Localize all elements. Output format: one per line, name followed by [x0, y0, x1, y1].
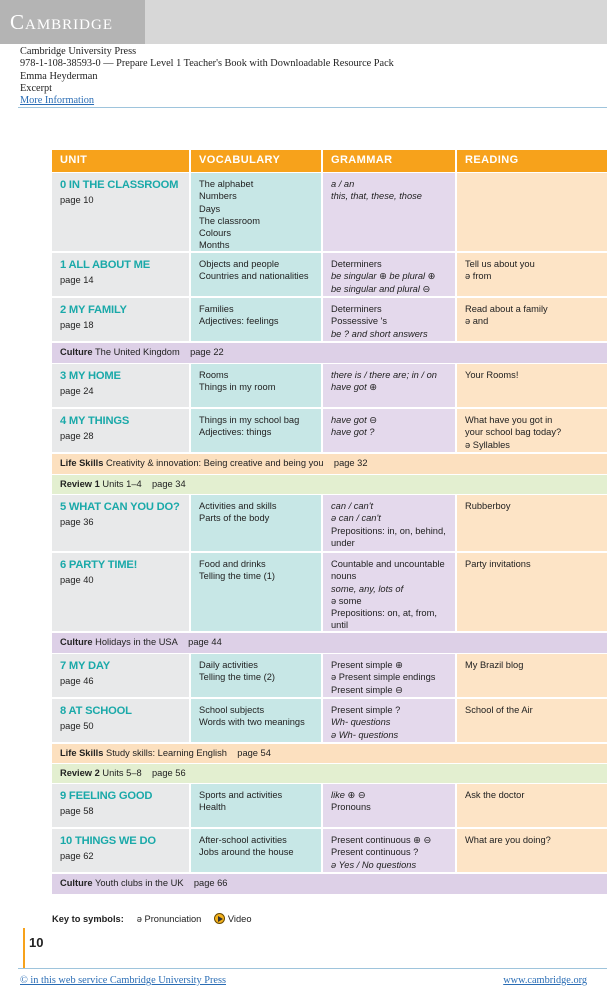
grammar-line: there is / there are; in / on: [331, 370, 437, 380]
unit-page: page 50: [60, 721, 94, 731]
vocab-line: Food and drinks: [199, 559, 266, 569]
unit-cell: [52, 829, 189, 872]
reading-line: Your Rooms!: [465, 370, 519, 380]
section-band: [52, 764, 607, 783]
reading-line: ə Syllables: [465, 439, 510, 450]
grammar-line: ə Wh- questions: [331, 729, 399, 740]
grammar-cell: [323, 495, 455, 551]
book-metadata: [20, 46, 394, 107]
band-text: Holidays in the USA: [95, 637, 178, 647]
section-band: [52, 343, 607, 363]
reading-line: Ask the doctor: [465, 790, 525, 800]
grammar-cell: [323, 654, 455, 697]
grammar-line: Wh- questions: [331, 717, 391, 728]
vocab-cell: [191, 784, 321, 827]
column-header-reading: READING: [457, 150, 607, 172]
band-label: Culture: [60, 347, 93, 357]
unit-page: page 58: [60, 806, 94, 816]
column-header-vocabulary: VOCABULARY: [191, 150, 321, 172]
vocab-line: Things in my room: [199, 382, 276, 393]
unit-page: page 28: [60, 431, 94, 441]
vocab-line: Adjectives: feelings: [199, 316, 279, 327]
cambridge-logo: Cambridge: [10, 10, 114, 34]
grammar-cell: [323, 298, 455, 341]
footer-divider: [18, 968, 607, 969]
vocab-line: Days: [199, 203, 221, 214]
grammar-line: like ⊕ ⊖: [331, 790, 366, 800]
section-band: [52, 633, 607, 653]
unit-page: page 46: [60, 676, 94, 686]
band-text: Study skills: Learning English: [106, 748, 227, 758]
grammar-line: Present simple ⊕: [331, 660, 403, 670]
grammar-line: be singular ⊕ be plural ⊕: [331, 271, 436, 282]
band-page: page 22: [190, 347, 224, 357]
band-page: page 32: [333, 458, 368, 468]
grammar-line: Present simple ?: [331, 705, 401, 715]
video-icon: [214, 913, 225, 924]
vocab-line: Families: [199, 304, 234, 314]
section-band: [52, 744, 607, 763]
unit-page: page 24: [60, 386, 94, 396]
grammar-line: Prepositions: on, at, from,: [331, 608, 437, 619]
unit-title: 2 MY FAMILY: [60, 304, 127, 316]
isbn-line: 978-1-108-38593-0 — Prepare Level 1 Teacher's Book with Downloadable Resource Pack: [20, 58, 394, 70]
grammar-line: Possessive 's: [331, 316, 388, 327]
vocab-line: The classroom: [199, 215, 260, 226]
excerpt-label: Excerpt: [20, 82, 53, 94]
band-text: Units 1–4: [102, 479, 142, 489]
reading-line: What have you got in: [465, 415, 553, 425]
unit-title: 4 MY THINGS: [60, 415, 130, 427]
unit-title: 1 ALL ABOUT ME: [60, 259, 151, 271]
grammar-line: Determiners: [331, 304, 382, 314]
reading-line: ə from: [465, 271, 492, 282]
grammar-line: nouns: [331, 571, 357, 582]
vocab-line: Sports and activities: [199, 790, 283, 800]
grammar-line: Present simple ⊖: [331, 684, 403, 695]
grammar-line: ə Yes / No questions: [331, 859, 417, 870]
reading-cell: [457, 495, 607, 551]
band-text: Units 5–8: [102, 768, 142, 778]
grammar-line: Determiners: [331, 259, 382, 269]
reading-cell: [457, 784, 607, 827]
grammar-line: ə Present simple endings: [331, 672, 436, 683]
band-page: page 54: [237, 748, 271, 758]
unit-cell: [52, 784, 189, 827]
vocab-cell: [191, 364, 321, 407]
unit-page: page 62: [60, 851, 94, 861]
header-divider: [18, 107, 607, 108]
reading-cell: [457, 173, 607, 251]
grammar-line: have got ⊖: [331, 415, 378, 425]
vocab-line: The alphabet: [199, 179, 254, 189]
key-pronunciation: Pronunciation: [144, 914, 202, 924]
reading-cell: [457, 553, 607, 631]
reading-cell: [457, 409, 607, 452]
band-label: Review 2: [60, 768, 100, 778]
vocab-line: Rooms: [199, 370, 229, 380]
page-number: 10: [29, 935, 44, 950]
grammar-line: be ? and short answers: [331, 328, 428, 339]
vocab-line: Daily activities: [199, 660, 258, 670]
vocab-line: Telling the time (2): [199, 672, 275, 683]
grammar-cell: [323, 784, 455, 827]
unit-cell: [52, 173, 189, 251]
band-page: page 66: [193, 878, 228, 888]
column-header-unit: UNIT: [52, 150, 189, 172]
publisher: Cambridge University Press: [20, 46, 137, 57]
unit-cell: [52, 253, 189, 296]
band-text: Youth clubs in the UK: [94, 878, 184, 888]
grammar-line: Countable and uncountable: [331, 559, 445, 569]
reading-line: What are you doing?: [465, 835, 551, 845]
vocab-line: School subjects: [199, 705, 265, 715]
unit-page: page 14: [60, 275, 94, 285]
band-page: page 44: [188, 637, 222, 647]
grammar-cell: [323, 364, 455, 407]
reading-line: your school bag today?: [465, 427, 562, 438]
band-label: Culture: [60, 637, 93, 647]
grammar-line: Pronouns: [331, 802, 371, 813]
page-number-bar: [23, 928, 25, 968]
unit-title: 10 THINGS WE DO: [60, 835, 156, 847]
reading-line: My Brazil blog: [465, 660, 524, 670]
author: Emma Heyderman: [20, 70, 98, 82]
vocab-cell: [191, 495, 321, 551]
unit-title: 0 IN THE CLASSROOM: [60, 179, 179, 191]
unit-title: 9 FEELING GOOD: [60, 790, 153, 802]
vocab-cell: [191, 173, 321, 251]
grammar-line: can / can't: [331, 501, 374, 511]
unit-page: page 36: [60, 517, 94, 527]
grammar-line: a / an: [331, 179, 355, 189]
vocab-line: Parts of the body: [199, 513, 270, 524]
grammar-line: some, any, lots of: [331, 583, 404, 594]
unit-cell: [52, 495, 189, 551]
unit-page: page 40: [60, 575, 94, 585]
grammar-line: be singular and plural ⊖: [331, 283, 431, 294]
grammar-line: until: [331, 620, 349, 631]
vocab-cell: [191, 298, 321, 341]
unit-cell: [52, 298, 189, 341]
section-band: [52, 454, 607, 474]
grammar-line: under: [331, 537, 355, 548]
grammar-cell: [323, 829, 455, 872]
reading-cell: [457, 298, 607, 341]
reading-line: Read about a family: [465, 304, 548, 314]
vocab-cell: [191, 654, 321, 697]
vocab-line: Numbers: [199, 191, 237, 202]
band-label: Life Skills: [60, 458, 104, 468]
grammar-line: Present continuous ⊕ ⊖: [331, 835, 432, 845]
column-header-grammar: GRAMMAR: [323, 150, 455, 172]
reading-line: ə and: [465, 316, 489, 327]
unit-page: page 18: [60, 320, 94, 330]
key-video: Video: [227, 914, 252, 924]
header-banner: [0, 0, 145, 44]
unit-title: 6 PARTY TIME!: [60, 559, 138, 571]
section-band: [52, 874, 607, 894]
grammar-line: ə some: [331, 595, 362, 606]
grammar-line: ə can / can't: [331, 513, 381, 524]
vocab-cell: [191, 409, 321, 452]
reading-line: Party invitations: [465, 559, 531, 569]
key-label: Key to symbols:: [52, 914, 124, 924]
band-label: Review 1: [60, 479, 100, 489]
grammar-line: have got ?: [331, 427, 375, 438]
reading-cell: [457, 253, 607, 296]
vocab-line: Colours: [199, 228, 232, 239]
vocab-line: Months: [199, 240, 230, 251]
more-information-link[interactable]: More Information: [20, 95, 95, 107]
section-band: [52, 475, 607, 494]
grammar-line: have got ⊕: [331, 382, 378, 393]
unit-cell: [52, 409, 189, 452]
reading-line: Rubberboy: [465, 501, 511, 511]
vocab-line: Telling the time (1): [199, 571, 275, 582]
pronunciation-icon: ə: [136, 914, 142, 924]
unit-title: 8 AT SCHOOL: [60, 705, 132, 717]
reading-cell: [457, 364, 607, 407]
reading-cell: [457, 654, 607, 697]
vocab-line: Activities and skills: [199, 501, 277, 511]
grammar-cell: [323, 553, 455, 631]
unit-cell: [52, 553, 189, 631]
grammar-line: this, that, these, those: [331, 191, 422, 202]
vocab-cell: [191, 699, 321, 742]
vocab-line: Things in my school bag: [199, 415, 300, 425]
grammar-line: Prepositions: in, on, behind,: [331, 525, 446, 536]
band-page: page 34: [152, 479, 186, 489]
grammar-cell: [323, 253, 455, 296]
unit-title: 7 MY DAY: [60, 660, 111, 672]
grammar-line: Present continuous ?: [331, 847, 419, 858]
vocab-line: Adjectives: things: [199, 427, 272, 438]
band-label: Culture: [60, 878, 93, 888]
unit-cell: [52, 699, 189, 742]
vocab-cell: [191, 829, 321, 872]
vocab-line: Countries and nationalities: [199, 271, 309, 282]
unit-cell: [52, 654, 189, 697]
unit-cell: [52, 364, 189, 407]
reading-cell: [457, 699, 607, 742]
vocab-cell: [191, 553, 321, 631]
band-text: Creativity & innovation: Being creative and being you: [106, 458, 324, 468]
grammar-cell: [323, 409, 455, 452]
unit-title: 3 MY HOME: [60, 370, 121, 382]
band-label: Life Skills: [60, 748, 104, 758]
reading-cell: [457, 829, 607, 872]
vocab-cell: [191, 253, 321, 296]
vocab-line: Words with two meanings: [199, 717, 305, 728]
vocab-line: Health: [199, 802, 226, 813]
grammar-cell: [323, 173, 455, 251]
vocab-line: Jobs around the house: [199, 847, 294, 858]
band-page: page 56: [152, 768, 186, 778]
band-text: The United Kingdom: [94, 347, 180, 357]
grammar-cell: [323, 699, 455, 742]
unit-page: page 10: [60, 195, 94, 205]
reading-line: Tell us about you: [465, 259, 535, 269]
reading-line: School of the Air: [465, 705, 533, 715]
website-link[interactable]: www.cambridge.org: [503, 975, 587, 986]
vocab-line: After-school activities: [199, 835, 287, 845]
unit-title: 5 WHAT CAN YOU DO?: [60, 501, 180, 513]
symbol-key: [52, 913, 252, 924]
copyright-link[interactable]: © in this web service Cambridge University Press: [20, 975, 227, 986]
vocab-line: Objects and people: [199, 259, 280, 269]
header-banner-extension: [145, 0, 607, 44]
